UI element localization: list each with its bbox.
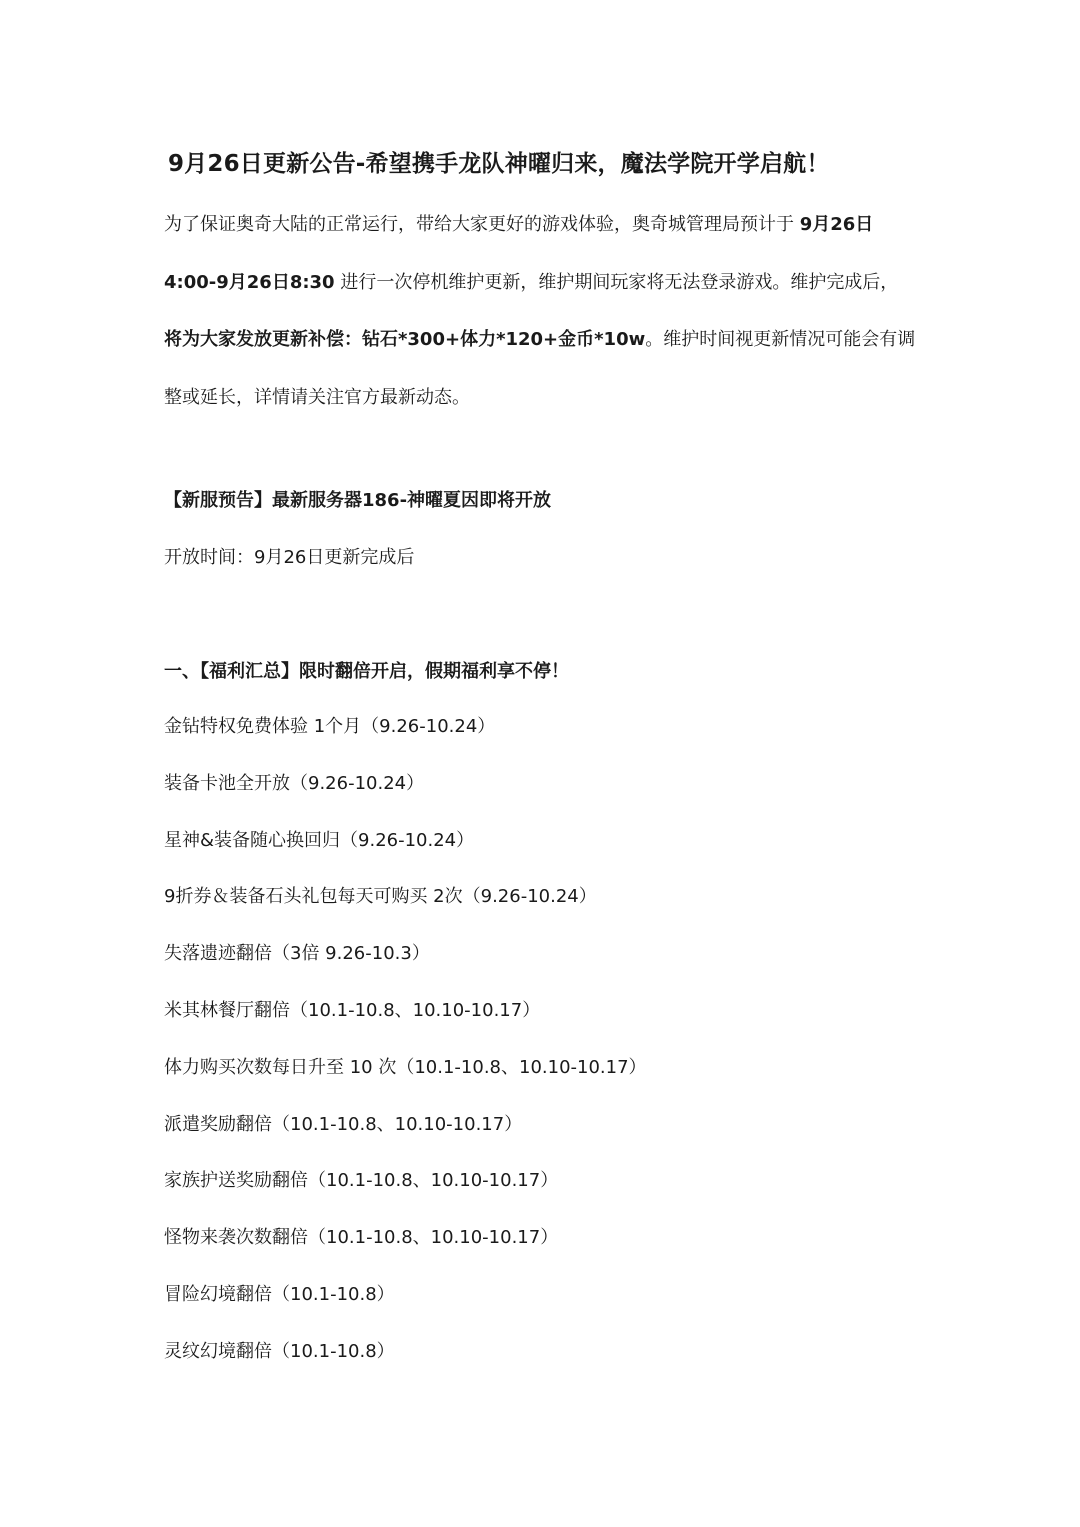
- intro-line-4: [164, 369, 944, 427]
- list-item: 冒险幻境翻倍（10.1-10.8）: [164, 1283, 395, 1305]
- welfare-heading: 一、【福利汇总】限时翻倍开启，假期福利享不停！: [164, 661, 569, 682]
- list-item: 金钻特权免费体验 1个月（9.26-10.24）: [164, 716, 496, 737]
- intro-text: 进行一次停机维护更新，维护期间玩家将无法登录游戏。维护完成后，: [334, 271, 899, 293]
- list-item: 失落遗迹翻倍（3倍 9.26-10.3）: [164, 943, 430, 965]
- list-item: 家族护送奖励翻倍（10.1-10.8、10.10-10.17）: [164, 1170, 559, 1192]
- list-item: 怪物来袭次数翻倍（10.1-10.8、10.10-10.17）: [164, 1227, 559, 1249]
- list-item: 灵纹幻境翻倍（10.1-10.8）: [164, 1340, 395, 1362]
- welfare-list: [164, 712, 944, 1394]
- list-item: 体力购买次数每日升至 10 次（10.1-10.8、10.10-10.17）: [164, 1056, 647, 1078]
- intro-text: 。维护时间视更新情况可能会有调: [645, 329, 916, 350]
- intro-text: 为了保证奥奇大陆的正常运行，带给大家更好的游戏体验，奥奇城管理局预计于: [164, 214, 800, 235]
- intro-paragraph: [164, 196, 944, 426]
- list-item: 装备卡池全开放（9.26-10.24）: [164, 772, 425, 794]
- new-server-heading: 【新服预告】最新服务器186-神曜夏因即将开放: [164, 490, 552, 511]
- intro-line-1: [164, 196, 944, 254]
- intro-compensation: 将为大家发放更新补偿：钻石*300+体力*120+金币*10w: [164, 329, 646, 350]
- list-item: 米其林餐厅翻倍（10.1-10.8、10.10-10.17）: [164, 999, 541, 1021]
- list-item: 9折券＆装备石头礼包每天可购买 2次（9.26-10.24）: [164, 886, 597, 908]
- intro-line-2: [164, 254, 944, 312]
- page-title: 9月26日更新公告-希望携手龙队神曜归来，魔法学院开学启航！: [168, 151, 830, 177]
- intro-line-3: [164, 311, 944, 369]
- list-item: 派遣奖励翻倍（10.1-10.8、10.10-10.17）: [164, 1113, 523, 1135]
- intro-text: 整或延长，详情请关注官方最新动态。: [164, 386, 470, 408]
- intro-date-start: 9月26日: [799, 214, 874, 235]
- intro-time-range: 4:00-9月26日8:30: [164, 271, 335, 293]
- new-server-open-time: 开放时间：9月26日更新完成后: [164, 547, 415, 568]
- list-item: 星神&装备随心换回归（9.26-10.24）: [164, 829, 475, 851]
